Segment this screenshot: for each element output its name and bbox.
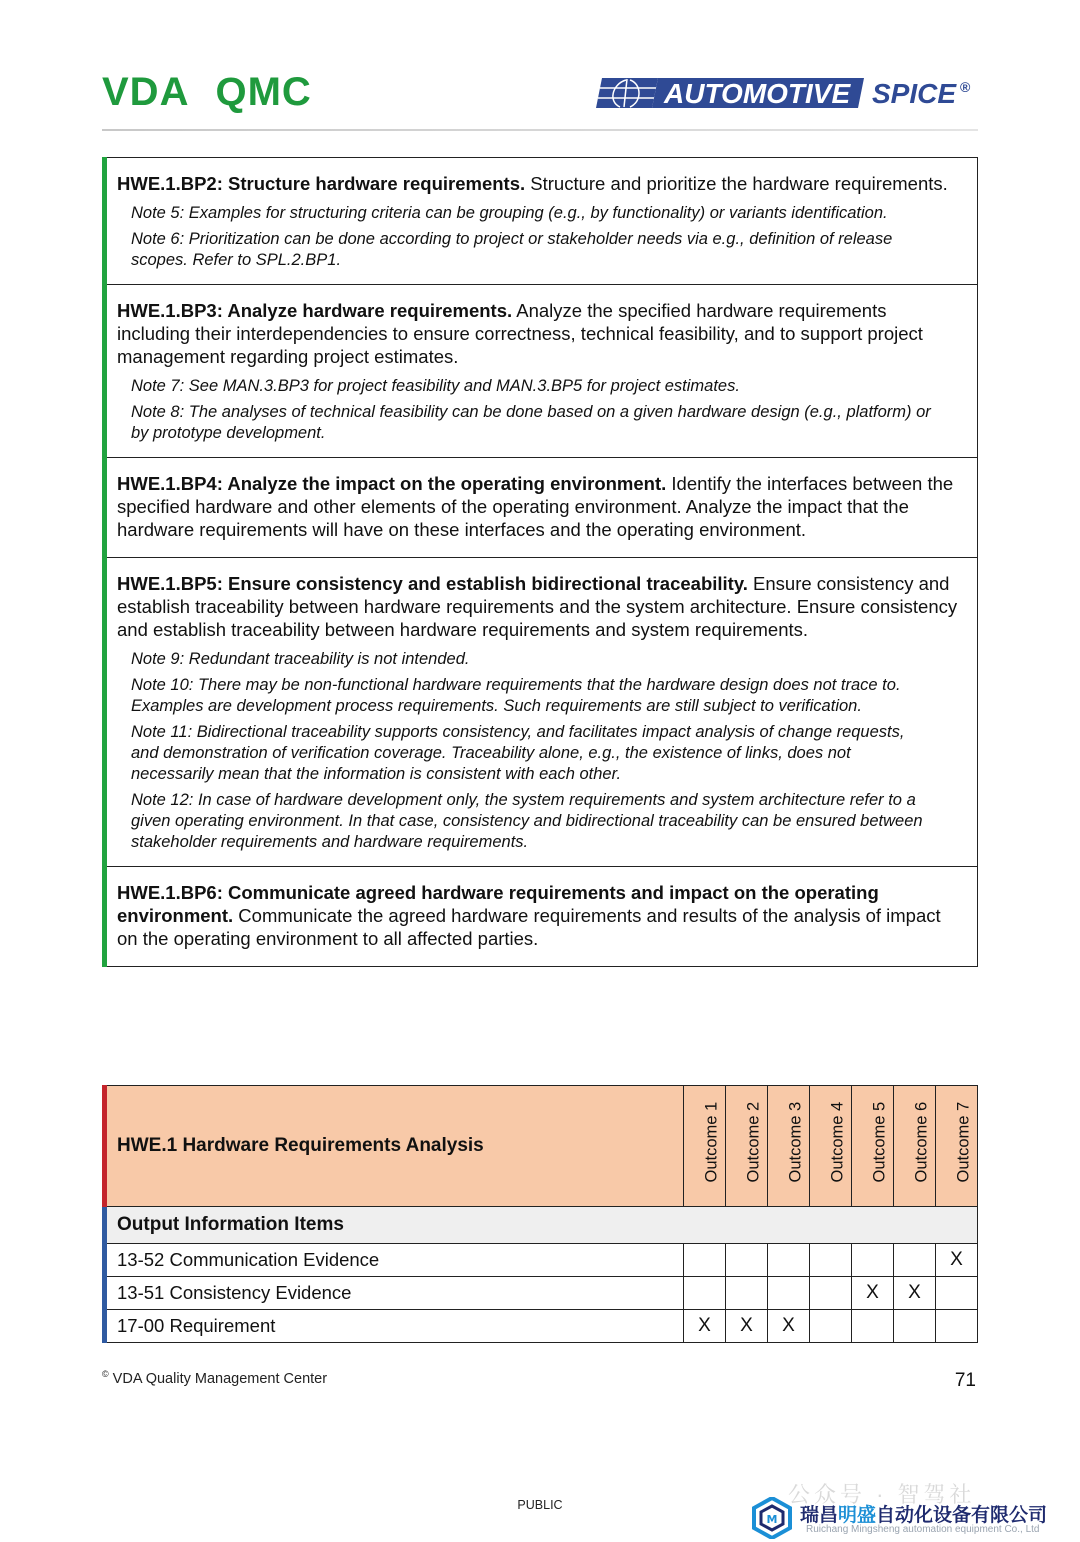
- base-practice-text: [117, 472, 963, 541]
- outcome-mark-cell: [684, 1277, 726, 1310]
- svg-text:M: M: [766, 1513, 778, 1526]
- base-practice-description: Ensure consistency and establish traceability between hardware requirements and the system architecture. Ensure consistency and establish traceability between hardware requirements and system requirements.: [117, 573, 958, 640]
- outcome-label: Outcome 3: [786, 1101, 804, 1183]
- outcome-header: [810, 1086, 852, 1207]
- base-practice-description: Analyze the specified hardware requirements including their interdependencies to ensure correctness, technical feasibility, and to support project management regarding project estimates.: [117, 300, 923, 367]
- base-practice-cell: [105, 158, 978, 285]
- base-practice-cell: [105, 558, 978, 867]
- company-name-part-1: 瑞昌: [800, 1504, 839, 1526]
- note-text: Note 9: Redundant traceability is not intended.: [131, 650, 470, 668]
- base-practice-title: HWE.1.BP2: Structure hardware requirements.: [117, 173, 526, 194]
- outcome-mark-cell: X: [852, 1277, 894, 1310]
- table-row: [105, 1277, 978, 1310]
- outcome-mark-cell: [726, 1244, 768, 1277]
- outcome-header: [684, 1086, 726, 1207]
- base-practice-text: [117, 172, 963, 195]
- base-practice-description: Identify the interfaces between the specified hardware and other elements of the operating environment. Analyze the impact that the hardware requirements will have on these interfaces and the operating environment.: [117, 473, 954, 540]
- outcome-mark-cell: [852, 1310, 894, 1343]
- outcome-mark-cell: [810, 1277, 852, 1310]
- copyright-text: VDA Quality Management Center: [112, 1370, 328, 1387]
- information-item-label: 13-52 Communication Evidence: [105, 1244, 684, 1277]
- note-text: Note 11: Bidirectional traceability supports consistency, and facilitates impact analysis of change requests, and demonstration of verification coverage. Traceability alone, e.g., the existence of links, does not necessarily mean that the information is consistent with each other.: [131, 723, 905, 783]
- outcome-mark-cell: [726, 1277, 768, 1310]
- outcome-mark-cell: X: [684, 1310, 726, 1343]
- base-practice-cell: [105, 867, 978, 967]
- base-practices-table: [102, 157, 978, 967]
- base-practice-text: [117, 299, 963, 368]
- outcome-mark-cell: X: [894, 1277, 936, 1310]
- qmc-logo-text: QMC: [215, 70, 312, 114]
- base-practice-text: [117, 881, 963, 950]
- outcome-mark-cell: X: [768, 1310, 810, 1343]
- table-row: [105, 1310, 978, 1343]
- company-logo-icon: [752, 1497, 792, 1539]
- vda-qmc-logo: [102, 70, 312, 115]
- outcome-header: [894, 1086, 936, 1207]
- outcome-mark-cell: [810, 1244, 852, 1277]
- outcome-mark-cell: [852, 1244, 894, 1277]
- information-item-label: 17-00 Requirement: [105, 1310, 684, 1343]
- base-practice-description: Structure and prioritize the hardware requirements.: [525, 173, 948, 194]
- outcome-header: [726, 1086, 768, 1207]
- company-name-en: Ruichang Mingsheng automation equipment Co., Ltd: [806, 1524, 1040, 1535]
- outcome-label: Outcome 1: [702, 1101, 720, 1183]
- header-divider: [102, 129, 978, 131]
- outcome-header: [852, 1086, 894, 1207]
- watermark-faint-text: 公众号 · 智驾社: [788, 1482, 976, 1507]
- note-text: Note 5: Examples for structuring criteria can be grouping (e.g., by functionality) or variants identification.: [131, 204, 888, 222]
- outcome-label: Outcome 5: [870, 1101, 888, 1183]
- process-title: HWE.1 Hardware Requirements Analysis: [105, 1086, 684, 1207]
- company-name-part-2: 明盛: [838, 1504, 877, 1526]
- spice-logo-word-1: AUTOMOTIVE: [664, 78, 851, 109]
- note-text: Note 7: See MAN.3.BP3 for project feasibility and MAN.3.BP5 for project estimates.: [131, 377, 740, 395]
- outcome-mark-cell: [936, 1310, 978, 1343]
- outcome-mark-cell: [768, 1244, 810, 1277]
- base-practice-row: [105, 867, 978, 967]
- outcome-mapping-table: [102, 1085, 978, 1343]
- note-text: Note 6: Prioritization can be done according to project or stakeholder needs via e.g., definition of release scopes. Refer to SPL.2.BP1.: [131, 230, 893, 269]
- outcome-header-row: [105, 1086, 978, 1207]
- outcome-header: [768, 1086, 810, 1207]
- information-item-label: 13-51 Consistency Evidence: [105, 1277, 684, 1310]
- page-number: 71: [954, 1370, 976, 1391]
- automotive-spice-logo: [596, 76, 976, 110]
- section-header-row: [105, 1207, 978, 1244]
- outcome-label: Outcome 2: [744, 1101, 762, 1183]
- outcome-mark-cell: X: [936, 1244, 978, 1277]
- base-practice-row: [105, 285, 978, 458]
- company-name-cn: [800, 1500, 1047, 1527]
- outcome-label: Outcome 4: [828, 1101, 846, 1183]
- spice-logo-word-2: SPICE: [872, 78, 957, 109]
- globe-icon: [596, 78, 658, 108]
- base-practice-description: Communicate the agreed hardware requirements and results of the analysis of impact on the operating environment to all affected parties.: [117, 905, 941, 949]
- footer-copyright: [102, 1369, 327, 1387]
- outcome-mark-cell: [894, 1244, 936, 1277]
- classification-label: PUBLIC: [517, 1498, 563, 1512]
- outcome-mark-cell: [768, 1277, 810, 1310]
- outcome-header: [936, 1086, 978, 1207]
- base-practice-cell: [105, 458, 978, 558]
- outcome-mark-cell: [894, 1310, 936, 1343]
- note-text: Note 8: The analyses of technical feasibility can be done based on a given hardware design (e.g., platform) or by prototype development.: [131, 403, 931, 442]
- outcome-mark-cell: [936, 1277, 978, 1310]
- base-practice-title: HWE.1.BP3: Analyze hardware requirements.: [117, 300, 513, 321]
- base-practice-cell: [105, 285, 978, 458]
- base-practice-row: [105, 158, 978, 285]
- outcome-mark-cell: [684, 1244, 726, 1277]
- base-practice-title: HWE.1.BP6: Communicate agreed hardware requirements and impact on the operating environment.: [117, 882, 879, 926]
- registered-mark: ®: [960, 79, 971, 95]
- base-practice-title: HWE.1.BP5: Ensure consistency and establish bidirectional traceability.: [117, 573, 748, 594]
- section-title: Output Information Items: [105, 1207, 978, 1244]
- outcome-mark-cell: X: [726, 1310, 768, 1343]
- base-practice-text: [117, 572, 963, 641]
- outcome-label: Outcome 7: [954, 1101, 972, 1183]
- outcome-label: Outcome 6: [912, 1101, 930, 1183]
- outcome-mark-cell: [810, 1310, 852, 1343]
- copyright-symbol: ©: [102, 1369, 109, 1379]
- note-text: Note 10: There may be non-functional hardware requirements that the hardware design does not trace to. Examples are development process requirements. Such requirements are still subject to verification.: [131, 676, 901, 715]
- base-practice-row: [105, 458, 978, 558]
- company-name-part-3: 自动化设备有限公司: [876, 1504, 1048, 1526]
- vda-logo-text: VDA: [102, 70, 190, 114]
- note-text: Note 12: In case of hardware development only, the system requirements and system architecture refer to a given operating environment. In that case, consistency and bidirectional traceability can be ensured between stakeholder requirements and hardware requirements.: [131, 791, 923, 851]
- base-practice-title: HWE.1.BP4: Analyze the impact on the operating environment.: [117, 473, 667, 494]
- table-row: [105, 1244, 978, 1277]
- base-practice-row: [105, 558, 978, 867]
